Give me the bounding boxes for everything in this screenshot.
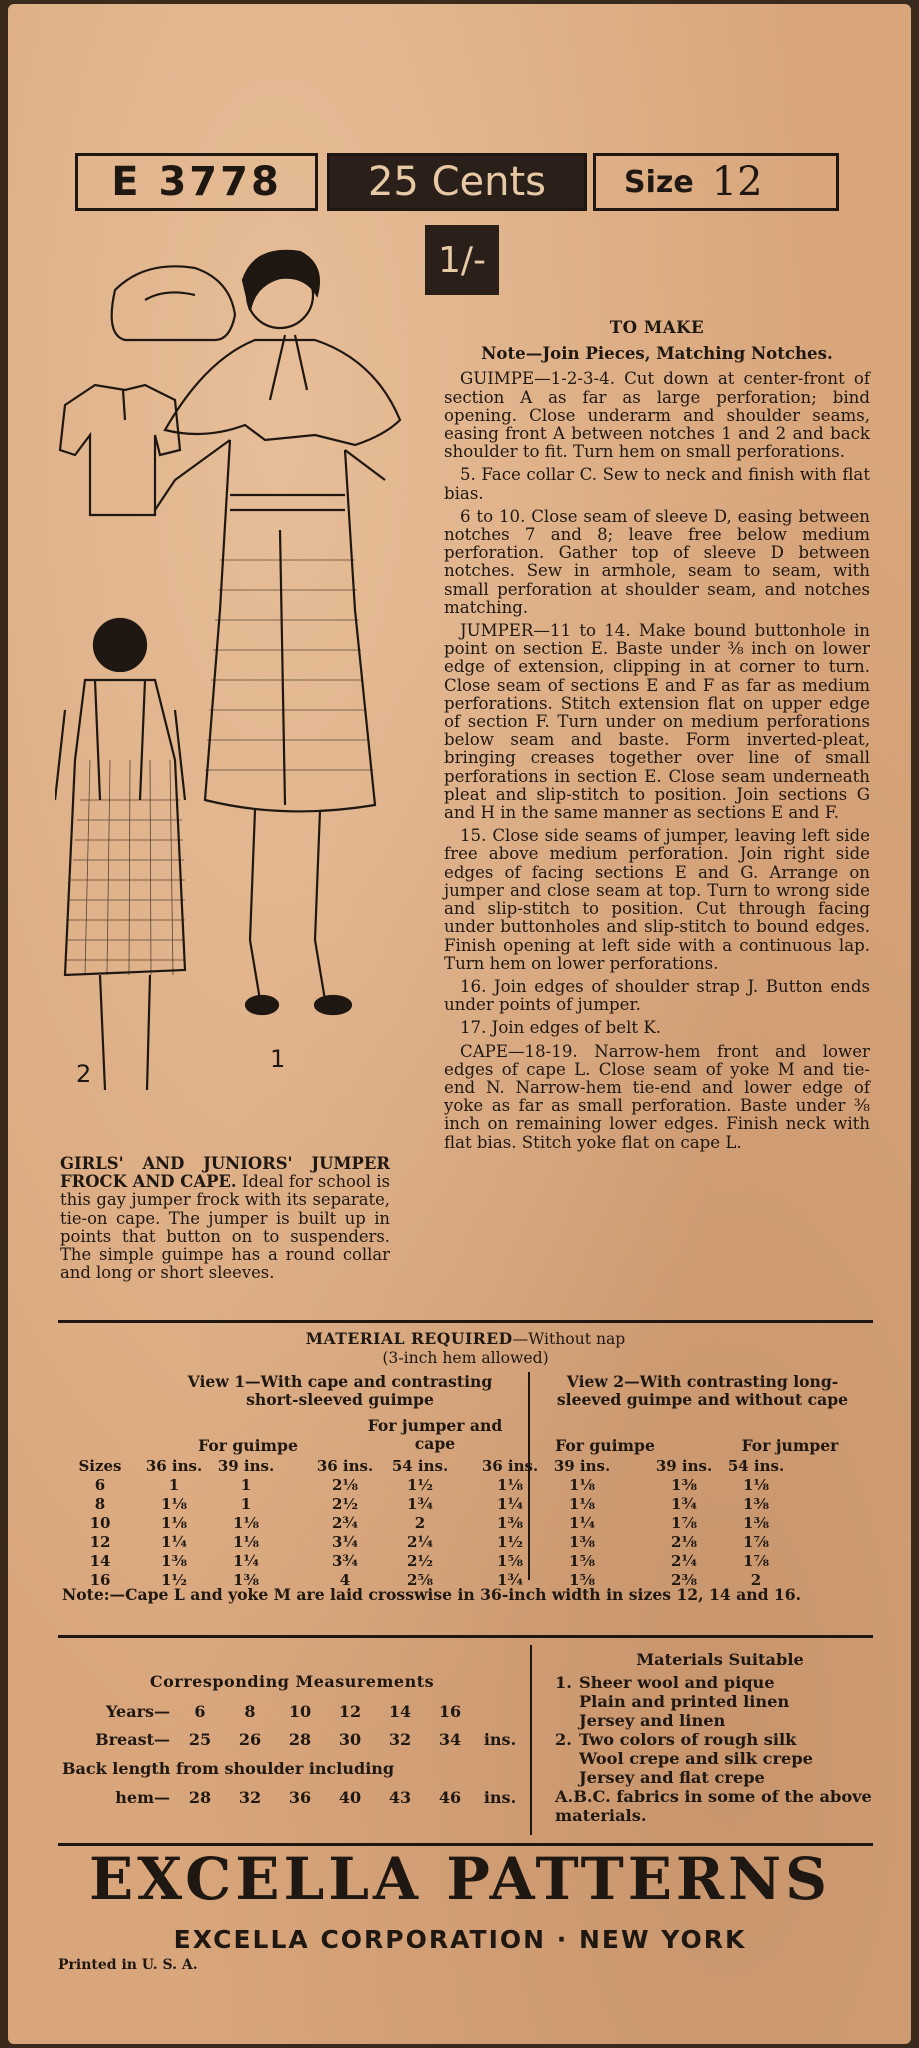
yardage-cell: 1¾ bbox=[670, 1494, 698, 1513]
v1-guimpe-heading: For guimpe bbox=[198, 1436, 298, 1455]
instruction-step: JUMPER—11 to 14. Make bound buttonhole in point on section E. Baste under ⅜ inch on lower edge of extension, clipping in at corner to turn. Close seam of sections E and F as far as medium perforations. Stitch extension flat on upper edge of section F. Turn under on medium perforations below seam and baste. Form inverted-pleat, bringing creases together over line of small perforations in section E. Close seam underneath pleat and slip-stitch to position. Join sections G and H in the same manner as sections E and F. bbox=[444, 621, 870, 823]
view-1-label: 1 bbox=[270, 1045, 286, 1073]
size-cell: 8 bbox=[94, 1494, 106, 1513]
width-cell: 36 ins. bbox=[316, 1456, 374, 1475]
price-box: 25 Cents bbox=[327, 153, 587, 211]
table-row bbox=[85, 1725, 525, 1753]
divider bbox=[58, 1320, 873, 1323]
yardage-cell: 2⅜ bbox=[671, 1570, 697, 1589]
yardage-cell: 1⅝ bbox=[569, 1570, 595, 1589]
yardage-cell: 1 bbox=[168, 1475, 180, 1494]
yardage-cell: 2 bbox=[414, 1513, 426, 1532]
yardage-cell: 1¼ bbox=[160, 1532, 188, 1551]
years-cell: 12 bbox=[338, 1701, 362, 1721]
corporation: EXCELLA CORPORATION · NEW YORK bbox=[173, 1925, 747, 1954]
instructions-heading: TO MAKE bbox=[609, 317, 705, 337]
table-row bbox=[85, 1697, 525, 1725]
yardage-cell: 3¼ bbox=[331, 1532, 359, 1551]
yardage-cell: 1⅛ bbox=[233, 1532, 259, 1551]
material-line: Plain and printed linen bbox=[579, 1692, 790, 1711]
hem-cell: 28 bbox=[188, 1787, 212, 1807]
breast-unit: ins. bbox=[483, 1729, 517, 1749]
measurements-title: Corresponding Measurements bbox=[149, 1672, 435, 1691]
yardage-cell: 3¾ bbox=[331, 1551, 359, 1570]
yardage-cell: 1⅜ bbox=[233, 1570, 259, 1589]
size-cell: 16 bbox=[89, 1570, 111, 1589]
sewing-instructions bbox=[444, 318, 870, 1157]
yardage-cell: 1½ bbox=[496, 1532, 524, 1551]
yardage-cell: 1⅛ bbox=[161, 1494, 187, 1513]
yardage-cell: 1⅛ bbox=[233, 1513, 259, 1532]
table-row bbox=[85, 1783, 525, 1811]
hem-cell: 43 bbox=[388, 1787, 412, 1807]
size-value: 12 bbox=[711, 159, 763, 205]
yardage-cell: 1⅝ bbox=[569, 1551, 595, 1570]
table-row bbox=[62, 1551, 792, 1570]
yardage-cell: 1⅜ bbox=[161, 1551, 187, 1570]
size-box bbox=[593, 153, 839, 211]
list-item bbox=[555, 1673, 885, 1730]
years-cell: 8 bbox=[244, 1701, 256, 1721]
hem-cell: 46 bbox=[438, 1787, 462, 1807]
width-cell: 54 ins. bbox=[727, 1456, 785, 1475]
item-number: 2. bbox=[555, 1730, 572, 1749]
yardage-cell: 1⅜ bbox=[743, 1494, 769, 1513]
yardage-cell: 2¼ bbox=[406, 1532, 434, 1551]
divider bbox=[58, 1635, 873, 1638]
table-row bbox=[62, 1532, 792, 1551]
yardage-cell: 1⅜ bbox=[743, 1513, 769, 1532]
material-line: Jersey and linen bbox=[579, 1711, 726, 1730]
hem-cell: 32 bbox=[238, 1787, 262, 1807]
yardage-cell: 2½ bbox=[331, 1494, 359, 1513]
width-cell: 39 ins. bbox=[655, 1456, 713, 1475]
material-table bbox=[62, 1456, 792, 1589]
list-item bbox=[555, 1730, 885, 1787]
hem-label: hem— bbox=[115, 1787, 170, 1807]
years-cell: 6 bbox=[194, 1701, 206, 1721]
measurements-table bbox=[85, 1697, 525, 1753]
material-title bbox=[58, 1330, 873, 1348]
width-cell: 39 ins. bbox=[553, 1456, 611, 1475]
section-divider bbox=[530, 1645, 532, 1835]
printed-in: Printed in U. S. A. bbox=[58, 1957, 198, 1973]
abc-fabrics: A.B.C. fabrics in some of the above materials. bbox=[555, 1787, 872, 1825]
size-cell: 14 bbox=[89, 1551, 111, 1570]
breast-label: Breast— bbox=[95, 1729, 170, 1749]
instruction-step: 15. Close side seams of jumper, leaving left side free above medium perforation. Join right side edges of facing sections E and G. Arrange on jumper and close seam at top. Turn to wrong side and slip-stitch to position. Cut through facing under buttonholes and slip-stitch to bound edges. Finish opening at left side with a continuous lap. Turn hem on lower perforations. bbox=[444, 826, 870, 973]
yardage-cell: 1¼ bbox=[232, 1551, 260, 1570]
materials-suitable-title: Materials Suitable bbox=[636, 1650, 804, 1669]
instructions-note: Note—Join Pieces, Matching Notches. bbox=[481, 343, 833, 364]
description-body: Ideal for school is this gay jumper frock with its separate, tie-on cape. The jumper is built up in points that button on to suspenders. The simple guimpe has a round collar and long or short sleeves. bbox=[60, 1172, 390, 1283]
yardage-cell: 1 bbox=[240, 1494, 252, 1513]
years-cell: 14 bbox=[388, 1701, 412, 1721]
breast-cell: 34 bbox=[438, 1729, 462, 1749]
material-line: Sheer wool and pique bbox=[579, 1673, 775, 1692]
breast-cell: 26 bbox=[238, 1729, 262, 1749]
width-cell: 39 ins. bbox=[217, 1456, 275, 1475]
yardage-cell: 2¾ bbox=[331, 1513, 359, 1532]
brand-name: EXCELLA PATTERNS bbox=[88, 1845, 832, 1913]
yardage-cell: 1⅛ bbox=[569, 1475, 595, 1494]
hem-cell: 36 bbox=[288, 1787, 312, 1807]
table-row bbox=[62, 1513, 792, 1532]
material-subtitle: (3-inch hem allowed) bbox=[382, 1349, 549, 1367]
yardage-cell: 4 bbox=[339, 1570, 351, 1589]
hem-unit: ins. bbox=[483, 1787, 517, 1807]
width-cell: 54 ins. bbox=[391, 1456, 449, 1475]
yardage-cell: 1⅞ bbox=[743, 1532, 769, 1551]
yardage-cell: 1⅜ bbox=[497, 1513, 523, 1532]
back-length-label: Back length from shoulder including bbox=[62, 1759, 395, 1778]
yardage-cell: 2 bbox=[750, 1570, 762, 1589]
instruction-step: 16. Join edges of shoulder strap J. Button ends under points of jumper. bbox=[444, 976, 870, 1015]
instruction-step: 17. Join edges of belt K. bbox=[460, 1018, 662, 1038]
yardage-cell: 1½ bbox=[160, 1570, 188, 1589]
yardage-cell: 2¼ bbox=[670, 1551, 698, 1570]
yardage-cell: 1⅛ bbox=[569, 1494, 595, 1513]
size-cell: 6 bbox=[94, 1475, 106, 1494]
fashion-illustration bbox=[55, 240, 435, 1130]
breast-cell: 28 bbox=[288, 1729, 312, 1749]
width-cell: 36 ins. bbox=[481, 1456, 539, 1475]
yardage-cell: 1⅛ bbox=[497, 1475, 523, 1494]
yardage-cell: 2⅛ bbox=[671, 1532, 697, 1551]
yardage-cell: 2⅝ bbox=[407, 1570, 433, 1589]
pattern-number: E 3778 bbox=[75, 153, 318, 211]
sizes-header: Sizes bbox=[78, 1456, 122, 1475]
years-cell: 16 bbox=[438, 1701, 462, 1721]
breast-cell: 30 bbox=[338, 1729, 362, 1749]
yardage-cell: 1⅝ bbox=[497, 1551, 523, 1570]
v2-jumper-heading: For jumper bbox=[741, 1436, 839, 1455]
years-cell: 10 bbox=[288, 1701, 312, 1721]
breast-cell: 25 bbox=[188, 1729, 212, 1749]
yardage-cell: 2⅛ bbox=[332, 1475, 358, 1494]
size-label: Size bbox=[624, 164, 694, 200]
item-number: 1. bbox=[555, 1673, 572, 1692]
instruction-step: 6 to 10. Close seam of sleeve D, easing between notches 7 and 8; leave free below medium perforation. Gather top of sleeve D between notches. Sew in armhole, seam to seam, with small perforation at shoulder seam, and notches matching. bbox=[444, 506, 870, 617]
instruction-step: 5. Face collar C. Sew to neck and finish with flat bias. bbox=[444, 465, 870, 503]
v1-jumper-heading: For jumper and cape bbox=[367, 1416, 503, 1453]
size-cell: 12 bbox=[89, 1532, 111, 1551]
yardage-cell: 1¼ bbox=[568, 1513, 596, 1532]
pattern-description bbox=[60, 1155, 390, 1282]
view2-heading: View 2—With contrasting long-sleeved guimpe and without cape bbox=[556, 1372, 849, 1409]
breast-cell: 32 bbox=[388, 1729, 412, 1749]
yardage-cell: 1⅜ bbox=[671, 1475, 697, 1494]
view-2-label: 2 bbox=[76, 1060, 92, 1088]
yardage-cell: 1¾ bbox=[496, 1570, 524, 1589]
yardage-cell: 1¾ bbox=[406, 1494, 434, 1513]
materials-suitable bbox=[555, 1650, 885, 1825]
instruction-step: GUIMPE—1-2-3-4. Cut down at center-front of section A as far as large perforation; bind opening. Close underarm and shoulder seams, easing front A between notches 1 and 2 and back shoulder to fit. Turn hem on small perforations. bbox=[444, 369, 870, 462]
hem-cell: 40 bbox=[338, 1787, 362, 1807]
material-title-main: MATERIAL REQUIRED bbox=[305, 1329, 513, 1348]
hem-table bbox=[85, 1783, 525, 1811]
material-line: Two colors of rough silk bbox=[579, 1730, 797, 1749]
material-note: Note:—Cape L and yoke M are laid crosswise in 36-inch width in sizes 12, 14 and 16. bbox=[62, 1585, 802, 1604]
material-title-suffix: —Without nap bbox=[512, 1330, 626, 1348]
table-header-row bbox=[62, 1456, 792, 1475]
table-row bbox=[62, 1475, 792, 1494]
yardage-cell: 1⅛ bbox=[161, 1513, 187, 1532]
years-label: Years— bbox=[105, 1701, 170, 1721]
size-cell: 10 bbox=[89, 1513, 111, 1532]
price-alt: 1/- bbox=[425, 225, 499, 295]
yardage-cell: 1¼ bbox=[496, 1494, 524, 1513]
v2-guimpe-heading: For guimpe bbox=[555, 1436, 655, 1455]
yardage-cell: 1⅞ bbox=[743, 1551, 769, 1570]
material-line: Wool crepe and silk crepe bbox=[579, 1749, 813, 1768]
yardage-cell: 1⅞ bbox=[671, 1513, 697, 1532]
yardage-cell: 1⅛ bbox=[743, 1475, 769, 1494]
width-cell: 36 ins. bbox=[145, 1456, 203, 1475]
yardage-cell: 1⅜ bbox=[569, 1532, 595, 1551]
view1-heading: View 1—With cape and contrasting short-sleeved guimpe bbox=[187, 1372, 493, 1409]
yardage-cell: 2½ bbox=[406, 1551, 434, 1570]
instruction-step: CAPE—18-19. Narrow-hem front and lower edges of cape L. Close seam of yoke M and tie-end N. Narrow-hem tie-end and lower edge of yoke as far as small perforation. Baste under ⅜ inch on remaining lower edges. Finish neck with flat bias. Stitch yoke flat on cape L. bbox=[444, 1041, 870, 1152]
material-line: Jersey and flat crepe bbox=[579, 1768, 765, 1787]
yardage-cell: 1½ bbox=[406, 1475, 434, 1494]
table-row bbox=[62, 1494, 792, 1513]
description-title: GIRLS' AND JUNIORS' JUMPER FROCK AND CAPE. bbox=[60, 1154, 390, 1192]
yardage-cell: 1 bbox=[240, 1475, 252, 1494]
